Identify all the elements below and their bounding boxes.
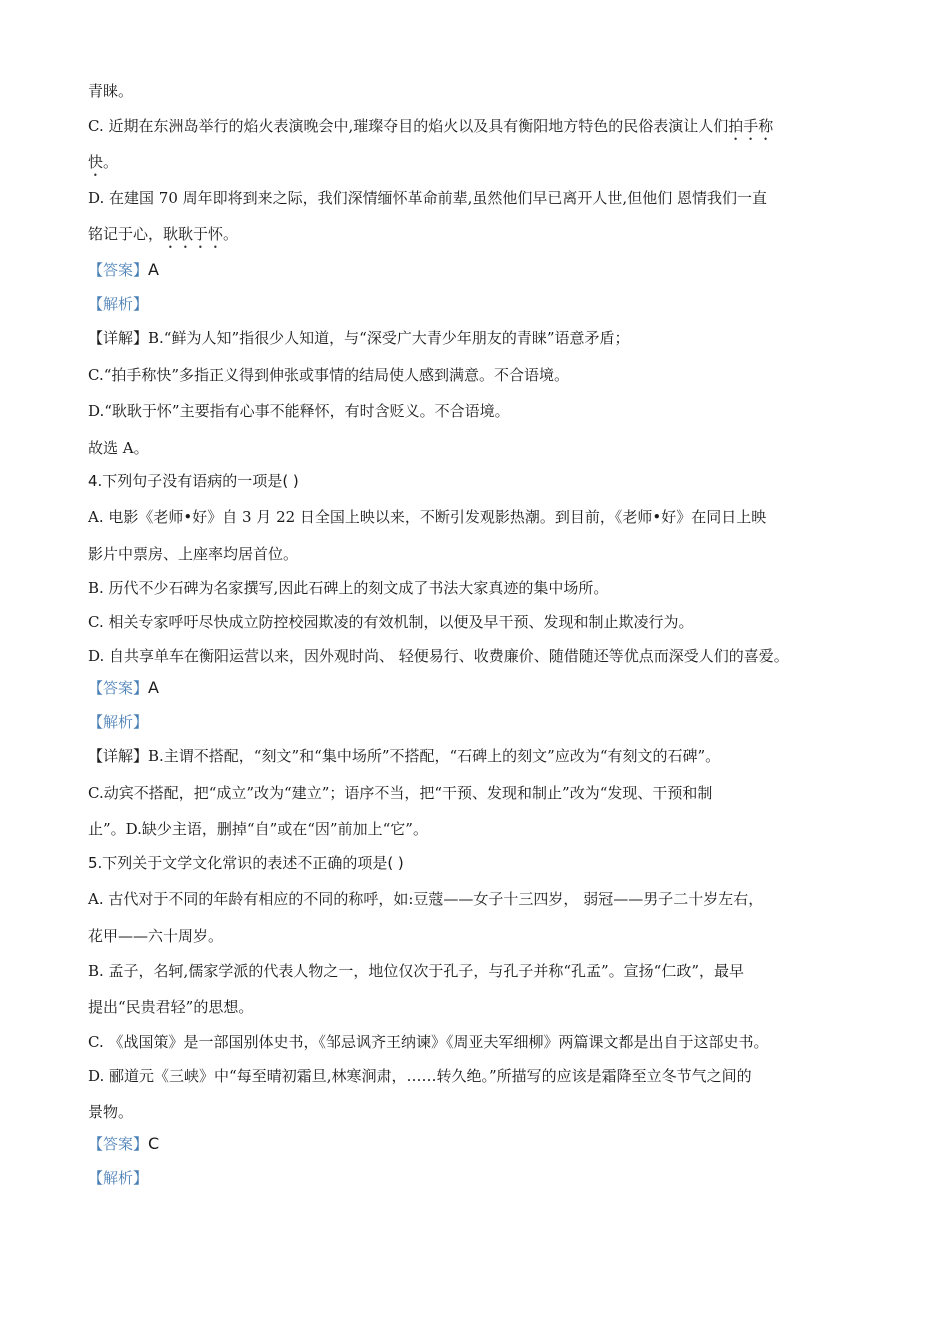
text-line: 花甲——六十周岁。	[88, 927, 224, 945]
detail-line: 【详解】B.主谓不搭配，“刻文”和“集中场所”不搭配，“石碑上的刻文”应改为“有刻文的石碑”。	[88, 747, 721, 765]
text-line: 止”。D.缺少主语，删掉“自”或在“因”前加上“它”。	[88, 820, 428, 838]
text-line: 影片中票房、上座率均居首位。	[88, 545, 299, 563]
emphasized-phrase: 耿耿于怀	[163, 225, 224, 243]
question-4-title: 4.下列句子没有语病的一项是( )	[88, 472, 299, 490]
text-line: D.“耿耿于怀”主要指有心事不能释怀，有时含贬义。不合语境。	[88, 402, 510, 420]
option-c-line: C. 《战国策》是一部国别体史书，《邹忌讽齐王纳谏》《周亚夫军细柳》两篇课文都是出自于这部史书。	[88, 1033, 769, 1051]
option-a-line: A. 古代对于不同的年龄有相应的不同的称呼，如:豆蔻——女子十三四岁， 弱冠——男子二十岁左右，	[88, 890, 764, 908]
option-c-line: C. 相关专家呼吁尽快成立防控校园欺凌的有效机制，以便及早干预、发现和制止欺凌行为。	[88, 613, 694, 631]
text-line: 景物。	[88, 1103, 134, 1121]
answer-line	[88, 1133, 159, 1155]
option-d-line: D. 在建国 70 周年即将到来之际，我们深情缅怀革命前辈,虽然他们早已离开人世,但他们 恩情我们一直	[88, 189, 767, 207]
detail-label: 【详解】	[88, 329, 149, 347]
option-a-line: A. 电影《老师•好》自 3 月 22 日全国上映以来，不断引发观影热潮。到目前，《老师•好》在同日上映	[88, 508, 767, 526]
answer-line	[88, 677, 159, 699]
emphasized-phrase: 拍手称	[728, 117, 774, 135]
text-line: 故选 A。	[88, 439, 149, 457]
option-d-line: D. 郦道元《三峡》中“每至晴初霜旦,林寒涧肃，……转久绝。”所描写的应该是霜降至立冬节气之间的	[88, 1067, 752, 1085]
answer-label: 【答案】	[88, 261, 149, 279]
option-d-line: D. 自共享单车在衡阳运营以来，因外观时尚、 轻便易行、收费廉价、随借随还等优点而深受人们的喜爱。	[88, 647, 789, 665]
question-5-title: 5.下列关于文学文化常识的表述不正确的项是( )	[88, 854, 404, 872]
answer-label: 【答案】	[88, 1135, 149, 1153]
analysis-label: 【解析】	[88, 1169, 149, 1187]
emphasized-phrase: 快	[88, 153, 104, 171]
text-line: C.“拍手称快”多指正义得到伸张或事情的结局使人感到满意。不合语境。	[88, 366, 570, 384]
text-line: 提出“民贵君轻”的思想。	[88, 998, 254, 1016]
text-line: 青睐。	[88, 82, 134, 100]
option-b-line: B. 孟子，名轲,儒家学派的代表人物之一，地位仅次于孔子，与孔子并称“孔孟”。宣扬“仁政”，最早	[88, 962, 745, 980]
analysis-label: 【解析】	[88, 713, 149, 731]
option-c-line: C. 近期在东洲岛举行的焰火表演晚会中,璀璨夺目的焰火以及具有衡阳地方特色的民俗表演让人们拍手称	[88, 117, 774, 135]
detail-label: 【详解】	[88, 747, 149, 765]
text-line: 快。	[88, 153, 119, 171]
answer-label: 【答案】	[88, 679, 149, 697]
answer-line	[88, 259, 159, 281]
answer-value: A	[148, 678, 159, 697]
detail-line: 【详解】B.“鲜为人知”指很少人知道，与“深受广大青少年朋友的青睐”语意矛盾；	[88, 329, 630, 347]
text-line: 铭记于心，耿耿于怀。	[88, 225, 239, 243]
answer-value: C	[148, 1134, 160, 1153]
answer-value: A	[148, 260, 159, 279]
text-line: C.动宾不搭配，把“成立”改为“建立”；语序不当，把“干预、发现和制止”改为“发现、干预和制	[88, 784, 713, 802]
option-b-line: B. 历代不少石碑为名家撰写,因此石碑上的刻文成了书法大家真迹的集中场所。	[88, 579, 609, 597]
analysis-label: 【解析】	[88, 295, 149, 313]
